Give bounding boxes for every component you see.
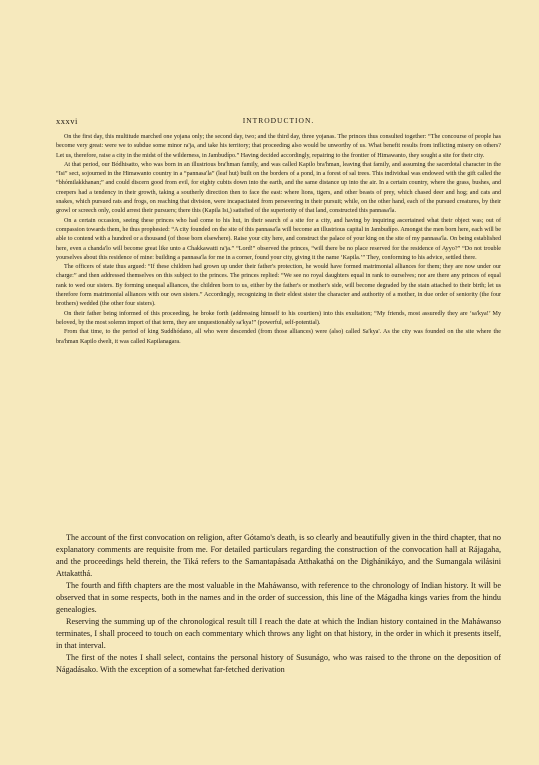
page-number: xxxvi	[56, 116, 78, 126]
quoted-translation-block	[56, 133, 501, 347]
quoted-paragraph: The officers of state thus argued: “If these children had grown up under their father's protection, he would have formed matrimonial alliances for them; they are now under our charge:” and then addressed themselves on this subject to the princes. The princes replied: “We see no royal daughters equal in rank to ourselves; nor are there any princes of equal rank to wed our sisters. By forming unequal alliances, the children born to us, either by the father's or mother's side, will become degraded by the stain attached to their birth; let us therefore form matrimonial alliances with our own sisters.” Accordingly, recognizing in their eldest sister the character and authority of a mother, in due order of seniority (the four brothers) wedded (the other four sisters).	[56, 264, 501, 308]
quoted-paragraph: From that time, to the period of king Suddhódano, all who were descended (from those alliances) were (also) called Sa'kya'. As the city was founded on the site where the bra'hman Kapilo dwelt, it was called Kapilanagara.	[56, 329, 501, 345]
commentary-paragraph: The account of the first convocation on religion, after Gótamo's death, is so clearly and beautifully given in the third chapter, that no explanatory comments are requisite from me. For detailed particulars regarding the construction of the convocation hall at Rájagaha, and the proceedings held therein, the Tiká refers to the Samantapásada Atthakathá on the Dighánikáyo, and the Sumangala wilásini Attakatthá.	[56, 533, 501, 578]
quoted-paragraph: On the first day, this multitude marched one yojana only; the second day, two; and the third day, three yojanas. The princes thus consulted together: “The concourse of people has become very great: were we to subdue some minor ra'ja, and take his territory; that proceeding also would be unworthy of us. What benefit results from inflicting misery on others? Let us, therefore, raise a city in the midst of the wilderness, in Jambudípo.” Having decided accordingly, repairing to the frontier of Himawanto, they sought a site for their city.	[56, 134, 501, 159]
quoted-paragraph: On their father being informed of this proceeding, he broke forth (addressing himself to his courtiers) into this exultation; “My friends, most assuredly they are ‘sa'kya!’ My beloved, by the most solemn import of that term, they are unquestionably sa'kya!” (powerful, self-potential).	[56, 310, 501, 326]
quoted-paragraph: At that period, our Bódhisatto, who was born in an illustrious bra'hman family, and was called Kapilo bra'hman, leaving that family, and assuming the sacerdotal character in the “Isi” sect, sojourned in the Himawanto country in a “pannasa'la” (leaf hut) built on the borders of a pond, in a forest of sal trees. This individual was endowed with the gift called the “bhómilakkhanan;” and could discern good from evil, for eighty cubits down into the earth, and the same distance up into the air. In a certain country, where the grass, bushes, and creepers had a tendency in their growth, taking a southerly direction then to face the east: where lions, tigers, and other beasts of prey, which chased deer and hog; and cats and snakes, which pursued rats and frogs, on reaching that division, were incapacitated from persevering in their pursuit; while, on the other hand, each of the pursued creatures, by their growl or screech only, could arrest their pursuers; there this (Kapila Isi,) satisfied of the superiority of that land, constructed this pannasa'la.	[56, 161, 501, 215]
commentary-block	[56, 532, 501, 676]
running-title: INTRODUCTION.	[242, 116, 315, 125]
commentary-paragraph: The fourth and fifth chapters are the most valuable in the Maháwanso, with reference to the chronology of Indian history. It will be observed that in some respects, both in the names and in the order of succession, this line of the Mágadha kings varies from the hindu genealogies.	[56, 581, 501, 614]
page-header	[56, 116, 501, 128]
quoted-paragraph: On a certain occasion, seeing these princes who had come to his hut, in their search of a site for a city, and having by inquiring ascertained what their object was; out of compassion towards them, he thus prophesied: “A city founded on the site of this pannasa'la will become an illustrious capital in Jambudípo. Amongst the men born here, each will be able to contend with a hundred or a thousand (of those born elsewhere). Raise your city here, and construct the palace of your king on the site of my pannasa'la. On being established here, even a chanda'lo will become great like unto a Chakkawatti ra'ja.” “Lord!” observed the princes, “will there be no place reserved for the residence of Ayyo?” “Do not trouble yourselves about this residence of mine: building a pannasa'la for me in a corner, found your city, giving it the name ‘Kapila.’” They, conforming to his advice, settled there.	[56, 217, 501, 261]
commentary-paragraph: Reserving the summing up of the chronological result till I reach the date at which the Indian history contained in the Maháwanso terminates, I shall proceed to touch on each commentary which throws any light on that history, in the order in which it presents itself, in that interval.	[56, 617, 501, 650]
commentary-paragraph: The first of the notes I shall select, contains the personal history of Susunágo, who was raised to the throne on the deposition of Nágadásako. With the exception of a somewhat far-fetched derivation	[56, 653, 501, 674]
